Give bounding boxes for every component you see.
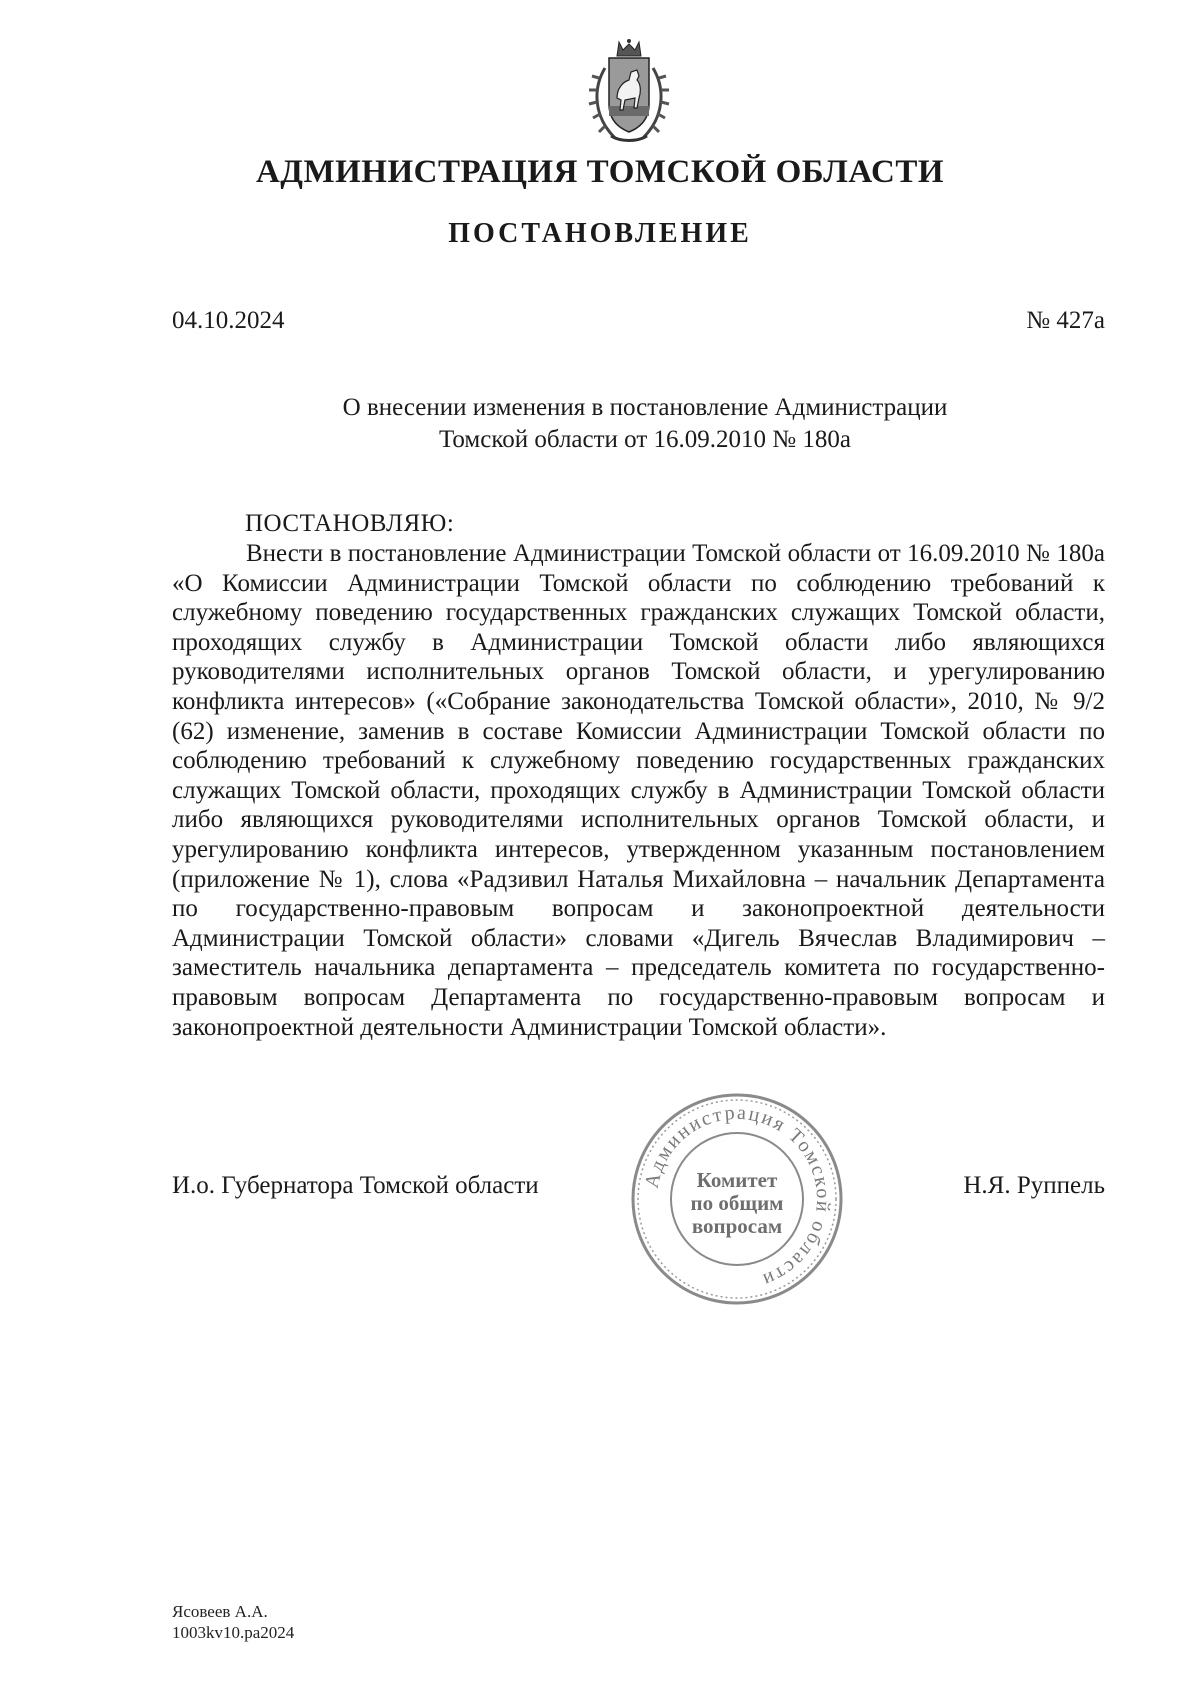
stamp-center-line: по общим bbox=[690, 1191, 784, 1215]
document-number: № 427а bbox=[1026, 307, 1105, 334]
document-date: 04.10.2024 bbox=[172, 307, 285, 334]
stamp-ring-text: Администрация Томской области bbox=[640, 1101, 835, 1292]
stamp-center-line: вопросам bbox=[691, 1214, 783, 1238]
author-name: Ясовеев А.А. bbox=[172, 1602, 268, 1621]
body-paragraph: Внести в постановление Администрации Томской области от 16.09.2010 № 180а «О Комиссии Администрации Томской области по соблюдению требований к служебному поведению государственных гражданских служащих Томской области, проходящих службу в Администрации Томской области либо являющихся руководителями исполнительных органов Томской области, и урегулированию конфликта интересов» («Собрание законодательства Томской области», 2010, № 9/2 (62) изменение, заменив в составе Комиссии Администрации Томской области по соблюдению требований к служебному поведению государственных гражданских служащих Томской области, проходящих службу в Администрации Томской области либо являющихся руководителями исполнительных органов Томской области, и урегулированию конфликта интересов, утвержденном указанным постановлением (приложение № 1), слова «Радзивил Наталья Михайловна – начальник Департамента по государственно-правовым вопросам и законопроектной деятельности Администрации Томской области» словами «Дигель Вячеслав Владимирович – заместитель начальника департамента – председатель комитета по государственно-правовым вопросам Департамента по государственно-правовым вопросам и законопроектной деятельности Администрации Томской области». bbox=[172, 540, 1105, 1041]
signer-name: Н.Я. Руппель bbox=[963, 1172, 1105, 1199]
stamp-center-line: Комитет bbox=[696, 1168, 778, 1192]
document-footer bbox=[172, 1601, 294, 1643]
document-type: ПОСТАНОВЛЕНИЕ bbox=[448, 218, 752, 249]
resolve-heading: ПОСТАНОВЛЯЮ: bbox=[245, 510, 455, 537]
file-code: 1003kv10.pa2024 bbox=[172, 1623, 295, 1642]
tomsk-coat-of-arms-icon bbox=[585, 38, 673, 146]
subject-line: О внесении изменения в постановление Администрации bbox=[342, 394, 948, 421]
signer-title: И.о. Губернатора Томской области bbox=[172, 1172, 539, 1199]
subject-line: Томской области от 16.09.2010 № 180а bbox=[439, 426, 851, 453]
official-stamp bbox=[628, 1090, 846, 1308]
document-subject bbox=[0, 392, 1200, 456]
organization-title: АДМИНИСТРАЦИЯ ТОМСКОЙ ОБЛАСТИ bbox=[255, 154, 945, 190]
